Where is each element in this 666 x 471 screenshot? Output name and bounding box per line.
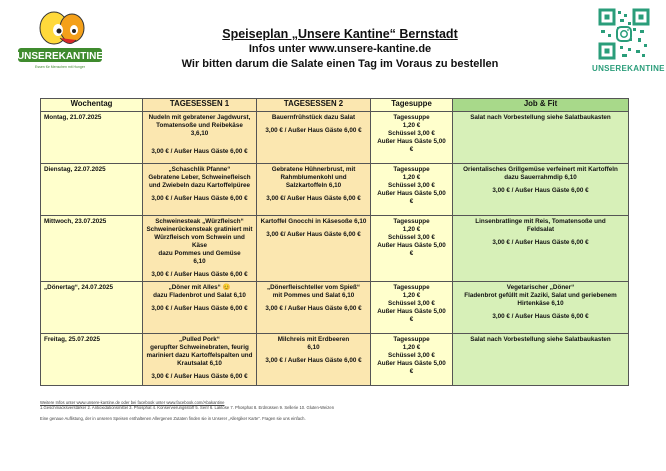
ts1-line: und Zwiebeln dazu Kartoffelpüree: [148, 182, 251, 189]
footer-info: Weitere Infos unter www.unsere-kantine.de oder bei facebook unter www.facebook.com/Abakantine: [40, 400, 225, 405]
svg-text:UNSEREKANTINE: UNSEREKANTINE: [16, 51, 104, 62]
ts2-cell: [257, 164, 371, 216]
page-title: Speiseplan „Unsere Kantine“ Bernstadt: [222, 27, 458, 41]
soup-line: Außer Haus Gäste 5,00: [377, 138, 446, 145]
day-cell: [41, 282, 143, 334]
ts1-line: Schweinesteak „Würzfleisch“: [155, 218, 244, 225]
ts2-line: Bauernfrühstück dazu Salat: [271, 114, 356, 121]
fit-cell: [453, 334, 629, 386]
fit-cell: [453, 112, 629, 164]
footer: [40, 400, 620, 421]
ts2-line: 6,10: [307, 344, 320, 351]
ts2-line: mit Pommes und Salat 6,10: [272, 292, 355, 299]
ts2-cell: [257, 334, 371, 386]
soup-line: Schüssel 3,00 €: [388, 182, 435, 189]
ts2-cell: [257, 282, 371, 334]
ts1-cell: [143, 216, 257, 282]
day-label: Freitag, 25.07.2025: [44, 336, 101, 343]
qr-block: [592, 8, 665, 78]
fit-line: 3,00 € / Außer Haus Gäste 6,00 €: [492, 187, 589, 194]
ts1-line: [146, 138, 253, 143]
ts1-cell: [143, 164, 257, 216]
fit-line: Feldsalat: [526, 226, 555, 233]
col-header-fit: Job & Fit: [453, 99, 629, 112]
soup-line: €: [409, 368, 414, 375]
ts1-line: 3,00 € / Außer Haus Gäste 6,00 €: [151, 195, 248, 202]
ts1-line: dazu Fladenbrot und Salat 6,10: [153, 292, 246, 299]
ts2-line: Rahmblumenkohl und: [280, 174, 347, 181]
soup-cell: [371, 112, 453, 164]
soup-line: Tagessuppe: [393, 218, 430, 225]
fit-cell: [453, 164, 629, 216]
ts1-line: Krautsalat 6,10: [177, 360, 222, 367]
fit-cell: [453, 282, 629, 334]
soup-line: 1,20 €: [402, 122, 421, 129]
soup-line: 1,20 €: [402, 226, 421, 233]
qr-brand-label: UNSEREKANTINE: [592, 64, 665, 73]
footer-note: Eine genaue Auflistung, der in unseren Speisen enthaltenen Allergenen Zutaten finden sie in Unserer „Allergiker Karte“. Fragen sie uns einfach.: [40, 416, 306, 421]
ts1-line: „Pulled Pork“: [179, 336, 220, 343]
soup-cell: [371, 216, 453, 282]
ts2-line: Kartoffel Gnocchi in Käsesoße 6,10: [260, 218, 367, 225]
day-cell: [41, 334, 143, 386]
ts2-line: „Dönerfleischteller vom Spieß“: [266, 284, 361, 291]
ts2-line: Salzkartoffeln 6,10: [285, 182, 342, 189]
soup-line: Außer Haus Gäste 5,00: [377, 308, 446, 315]
soup-line: 1,20 €: [402, 344, 421, 351]
col-header-ts2: TAGESESSEN 2: [257, 99, 371, 112]
ts1-line: Gebratene Leber, Schweinefleisch: [148, 174, 251, 181]
ts1-line: Würzfleisch vom Schwein und Käse: [154, 234, 245, 249]
ts2-line: 3,00 € / Außer Haus Gäste 6,00 €: [265, 305, 362, 312]
table-row: [41, 164, 629, 216]
soup-line: 1,20 €: [402, 174, 421, 181]
day-label: Montag, 21.07.2025: [44, 114, 102, 121]
soup-cell: [371, 282, 453, 334]
soup-line: Schüssel 3,00 €: [388, 234, 435, 241]
soup-line: Schüssel 3,00 €: [388, 130, 435, 137]
ts1-line: gerupfter Schweinebraten, feurig: [150, 344, 249, 351]
ts1-line: 6,10: [193, 258, 206, 265]
ts1-line: Nudeln mit gebratener Jagdwurst,: [148, 114, 251, 121]
table-row: [41, 282, 629, 334]
soup-line: €: [409, 146, 414, 153]
ts1-line: 3,00 € / Außer Haus Gäste 6,00 €: [151, 373, 248, 380]
soup-line: Schüssel 3,00 €: [388, 300, 435, 307]
fit-line: dazu Sauerrahmdip 6,10: [504, 174, 577, 181]
fit-line: Salat nach Vorbestellung siehe Salatbaukasten: [470, 114, 611, 121]
ts1-line: 3,6,10: [190, 130, 209, 137]
menu-table: [40, 98, 629, 386]
soup-line: Schüssel 3,00 €: [388, 352, 435, 359]
ts2-line: 3,00 €/ Außer Haus Gäste 6,00 €: [266, 195, 361, 202]
ts1-line: Tomatensoße und Reibekäse: [156, 122, 243, 129]
table-row: [41, 216, 629, 282]
ts1-line: Schweinerückensteak gratiniert mit: [146, 226, 253, 233]
day-cell: [41, 216, 143, 282]
ts2-line: Milchreis mit Erdbeeren: [277, 336, 350, 343]
ts1-line: 3,00 € / Außer Haus Gäste 6,00 €: [151, 305, 248, 312]
page-header: [150, 26, 530, 72]
fit-line: Fladenbrot gefüllt mit Zaziki, Salat und geriebenem: [464, 292, 617, 299]
soup-line: €: [409, 198, 414, 205]
soup-line: €: [409, 316, 414, 323]
fit-line: Salat nach Vorbestellung siehe Salatbaukasten: [470, 336, 611, 343]
day-label: Mittwoch, 23.07.2025: [44, 218, 107, 225]
ts2-line: 3,00 € / Außer Haus Gäste 6,00 €: [265, 127, 362, 134]
ts1-line: dazu Pommes und Gemüse: [158, 250, 241, 257]
svg-text:Essen für Menschen mit Hunger: Essen für Menschen mit Hunger: [35, 65, 85, 69]
day-label: Dienstag, 22.07.2025: [44, 166, 106, 173]
day-cell: [41, 112, 143, 164]
soup-line: €: [409, 250, 414, 257]
soup-cell: [371, 334, 453, 386]
fit-line: 3,00 € / Außer Haus Gäste 6,00 €: [492, 313, 589, 320]
soup-line: Außer Haus Gäste 5,00: [377, 242, 446, 249]
col-header-ts1: TAGESESSEN 1: [143, 99, 257, 112]
soup-line: 1,20 €: [402, 292, 421, 299]
fit-line: Hirtenkäse 6,10: [517, 300, 564, 307]
soup-line: Tagessuppe: [393, 114, 430, 121]
soup-line: Außer Haus Gäste 5,00: [377, 190, 446, 197]
fit-line: Linsenbratlinge mit Reis, Tomatensoße und: [475, 218, 606, 225]
kantine-logo: [14, 6, 106, 78]
col-header-soup: Tagesuppe: [371, 99, 453, 112]
ts1-line: 3,00 € / Außer Haus Gäste 6,00 €: [151, 148, 248, 155]
ts2-line: 3,00 € / Außer Haus Gäste 6,00 €: [265, 357, 362, 364]
soup-line: Tagessuppe: [393, 336, 430, 343]
table-row: [41, 112, 629, 164]
salad-note: Wir bitten darum die Salate einen Tag im Voraus zu bestellen: [181, 58, 499, 70]
ts1-cell: [143, 282, 257, 334]
fit-cell: [453, 216, 629, 282]
soup-line: Außer Haus Gäste 5,00: [377, 360, 446, 367]
col-header-day: Wochentag: [41, 99, 143, 112]
soup-line: Tagessuppe: [393, 284, 430, 291]
ts1-line: 3,00 € / Außer Haus Gäste 6,00 €: [151, 271, 248, 278]
ts2-line: 3,00 €/ Außer Haus Gäste 6,00 €: [266, 231, 361, 238]
fit-line: Vegetarischer „Döner“: [506, 284, 575, 291]
footer-allergens: 1.Geschmacksverstärker 2. Antioxidationsmittel 3. Phosphat 4. Konservierungsstoff 5. Senf 6. Laktose 7. Phosphat 8. Erdnüssen 9. Sellerie 10. Gluten-Weizen: [40, 405, 335, 410]
ts1-line: „Döner mit Alles“ 😊: [168, 284, 231, 291]
ts2-cell: [257, 216, 371, 282]
soup-cell: [371, 164, 453, 216]
ts1-cell: [143, 334, 257, 386]
ts2-line: Gebratene Hühnerbrust, mit: [271, 166, 356, 173]
ts1-line: „Schaschlik Pfanne“: [168, 166, 231, 173]
table-row: [41, 334, 629, 386]
ts1-cell: [143, 112, 257, 164]
table-header-row: [41, 99, 629, 112]
info-line: Infos unter www.unsere-kantine.de: [248, 43, 432, 55]
ts1-line: mariniert dazu Kartoffelspalten und: [146, 352, 253, 359]
qr-code-icon: [598, 8, 650, 60]
day-cell: [41, 164, 143, 216]
fit-line: 3,00 € / Außer Haus Gäste 6,00 €: [492, 239, 589, 246]
soup-line: Tagessuppe: [393, 166, 430, 173]
day-label: „Dönertag“, 24.07.2025: [44, 284, 113, 291]
fit-line: Orientalisches Grillgemüse verfeinert mit Kartoffeln: [463, 166, 618, 173]
ts2-cell: [257, 112, 371, 164]
